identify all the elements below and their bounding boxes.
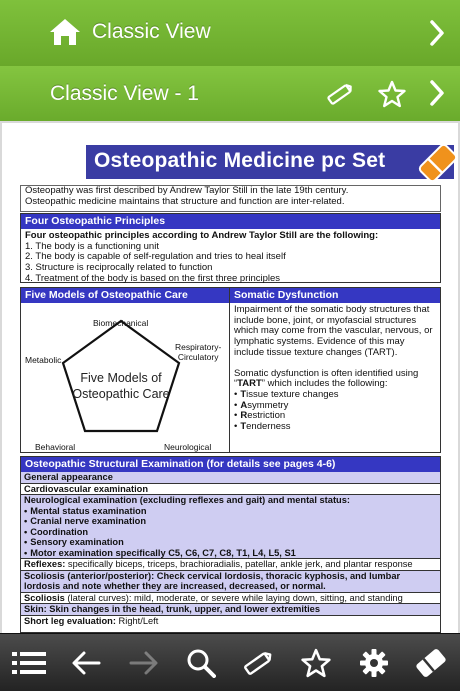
models-column [21,288,230,452]
document-viewer[interactable] [0,121,460,633]
models-header: Five Models of Osteopathic Care [21,288,229,303]
star-button[interactable] [287,634,344,691]
exam-row: Scoliosis (lateral curves): mild, moderate, or severe while laying down, sitting, and standing [21,592,440,604]
exam-row: Cardiovascular examination [21,483,440,495]
principle-item: 2. The body is capable of self-regulation and tries to heal itself [25,251,286,263]
back-button[interactable] [57,634,114,691]
tart-item: • Tissue texture changes [234,390,436,401]
list-icon [12,651,46,675]
exam-row: Skin: Skin changes in the head, trunk, upper, and lower extremities [21,603,440,615]
chevron-right-icon[interactable] [424,78,450,108]
intro-box [20,185,441,212]
exam-neuro-item: • Cranial nerve examination [24,516,437,527]
models-center-label [61,370,181,402]
search-button[interactable] [172,634,229,691]
somatic-header: Somatic Dysfunction [230,288,440,303]
exam-neuro-item: • Sensory examination [24,537,437,548]
somatic-tart-intro [234,369,436,390]
top-nav-title[interactable]: Classic View [92,20,211,43]
exam-section [20,456,441,633]
principle-item: 3. Structure is reciprocally related to function [25,262,213,274]
page-title: Classic View - 1 [50,82,199,105]
search-icon [186,648,216,678]
gear-icon [359,648,389,678]
principles-lead: Four osteopathic principles according to Andrew Taylor Still are the following: [25,230,379,241]
principle-item: 4. Treatment of the body is based on the first three principles [25,272,281,284]
tart-list [234,390,436,433]
exam-neuro-item: • Coordination [24,527,437,538]
model-label-neurological: Neurological [164,442,212,452]
models-center-line-1: Five Models of [80,371,162,385]
model-label-respiratory [175,342,221,362]
star-icon [301,648,331,678]
settings-button[interactable] [345,634,402,691]
tart-item: • Restriction [234,411,436,422]
pencil-icon[interactable] [324,79,356,109]
home-icon[interactable] [47,16,83,48]
somatic-tart-intro-a: Somatic dysfunction is often identified using “ [234,367,419,390]
principles-section [20,213,441,283]
model-label-behavioral: Behavioral [35,442,76,452]
principles-header: Four Osteopathic Principles [21,214,440,229]
principle-item: 1. The body is a functioning unit [25,240,159,252]
model-label-respiratory-2: Circulatory [177,352,219,362]
tart-acronym: TART [237,378,262,390]
document-banner [86,145,454,179]
forward-button[interactable] [115,634,172,691]
models-center-line-2: Osteopathic Care [72,387,170,401]
exam-row-neurological [21,494,440,558]
star-icon[interactable] [376,78,408,110]
document-page [2,123,458,633]
arrow-left-icon [71,650,101,676]
intro-line-2: Osteopathic medicine maintains that structure and function are inter-related. [25,195,345,207]
exam-header: Osteopathic Structural Examination (for details see pages 4-6) [21,457,440,472]
intro-line-1: Osteopathy was first described by Andrew Taylor Still in the late 19th century. [25,185,349,196]
exam-neuro-item: • Mental status examination [24,506,437,517]
eraser-logo-icon [418,141,458,190]
arrow-right-icon [129,650,159,676]
exam-row: Scoliosis (anterior/posterior): Check cervical lordosis, thoracic kyphosis, and lumbar lordosis and note whether they are increased, decreased, or normal. [21,570,440,592]
exam-row: Short leg evaluation: Right/Left [21,615,440,627]
eraser-icon [414,647,448,679]
tart-item: • Tenderness [234,422,436,433]
chevron-right-icon[interactable] [424,18,450,48]
bottom-toolbar [0,633,460,691]
exam-row: Reflexes: specifically biceps, triceps, brachioradialis, patellar, ankle jerk, and plantar response [21,558,440,570]
model-label-respiratory-1: Respiratory- [175,342,222,352]
exam-neuro-title: Neurological examination (excluding reflexes and gait) and mental status: [24,495,350,505]
somatic-tart-intro-c: ” which includes the following: [261,378,388,390]
top-nav-bar[interactable] [0,0,460,67]
model-label-metabolic: Metabolic [25,355,62,365]
exam-neuro-item: • Motor examination specifically C5, C6, C7, C8, T1, L4, L5, S1 [24,548,437,559]
exam-row: General appearance [21,472,440,483]
list-button[interactable] [0,634,57,691]
models-somatic-section [20,287,441,453]
tart-item: • Asymmetry [234,401,436,412]
page-nav-bar[interactable] [0,66,460,121]
pencil-button[interactable] [230,634,287,691]
document-title: Osteopathic Medicine pc Set [94,149,386,172]
somatic-column [230,288,440,452]
somatic-paragraph: Impairment of the somatic body structures that include bone, joint, or myofascial structures which may come from the vascular, nervous, or lymphatic systems. Evidence of this may include tissue texture changes (TART). [234,304,433,358]
pencil-icon [243,648,275,678]
eraser-button[interactable] [402,634,459,691]
model-label-biomechanical: Biomechanical [93,318,149,328]
exam-neuro-list [24,506,437,559]
